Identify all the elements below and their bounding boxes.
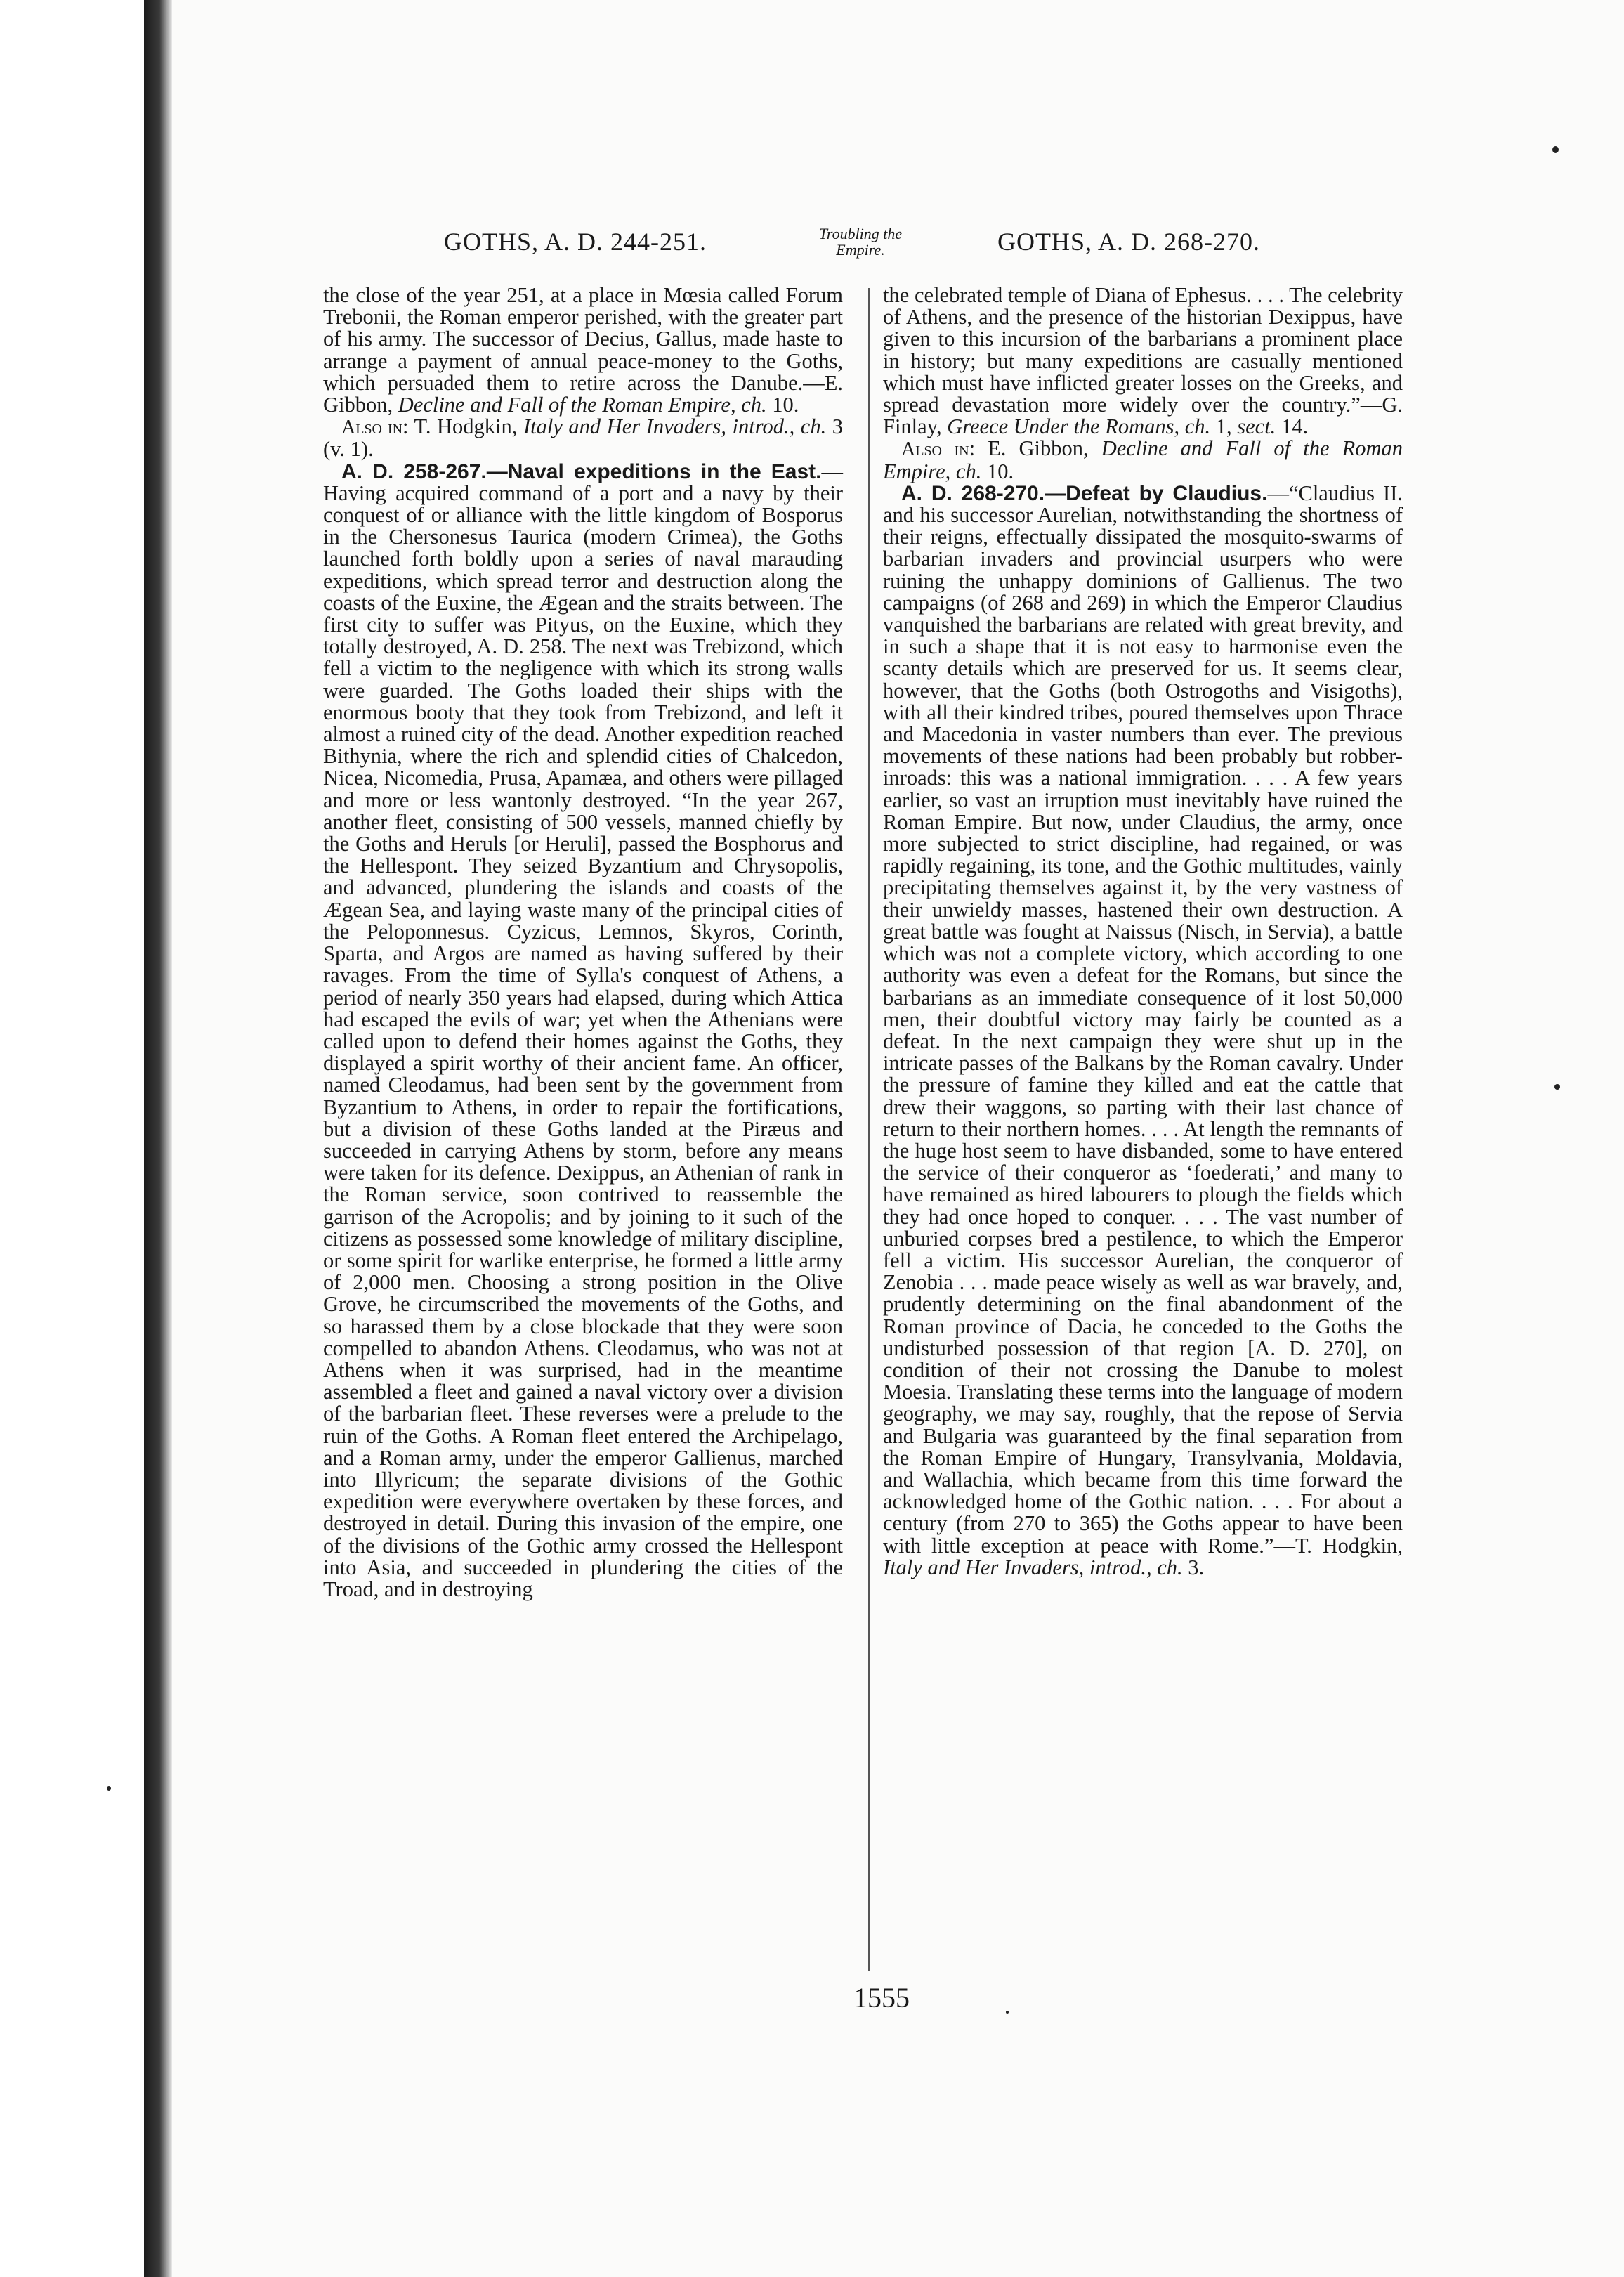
speck-mark [1554, 1084, 1560, 1090]
text-run: —Having acquired command of a port and a navy by their conquest of or alliance with the little kingdom of Bosporus in the Chersonesus Taurica (modern Crimea), the Goths launched forth boldly upon a series of naval marauding expeditions, which spread terror and destruction along the coasts of the Euxine, the Ægean and the straits between. The first city to suffer was Pityus, on the Euxine, which they totally destroyed, A. D. 258. The next was Trebizond, which fell a victim to the negligence with which its strong walls were guarded. The Goths loaded their ships with the enormous booty that they took from Trebizond, and left it almost a ruined city of the dead. Another expedition reached Bithynia, where the rich and splendid cities of Chalcedon, Nicea, Nicomedia, Prusa, Apamæa, and others were pillaged and more or less wantonly destroyed. “In the year 267, another fleet, consisting of 500 vessels, manned chiefly by the Goths and Heruls [or Heruli], passed the Bosphorus and the Hellespont. They seized Byzantium and Chrysopolis, and advanced, plundering the islands and coasts of the Ægean Sea, and laying waste many of the principal cities of the Peloponnesus. Cyzicus, Lemnos, Skyros, Corinth, Sparta, and Argos are named as having suffered by their ravages. From the time of Sylla's conquest of Athens, a period of nearly 350 years had elapsed, during which Attica had escaped the evils of war; yet when the Athenians were called upon to defend their homes against the Goths, they displayed a spirit worthy of their ancient fame. An officer, named Cleodamus, had been sent by the government from Byzantium to Athens, in order to repair the fortifications, but a division of these Goths landed at the Piræus and succeeded in carrying Athens by storm, before any means were taken for its defence. Dexippus, an Athenian of rank in the Roman service, soon contrived to reassemble the garrison of the Acropolis; and by joining to it such of the citizens as possessed some knowledge of military discipline, or some spirit for warlike enterprise, he formed a little army of 2,000 men. Choosing a strong position in the Olive Grove, he circumscribed the movements of the Goths, and so harassed them by a close blockade that they were soon compelled to abandon Athens. Cleodamus, who was not at Athens when it was surprised, had in the meantime assembled a fleet and gained a naval victory over a division of the barbarian fleet. These reverses were a prelude to the ruin of the Goths. A Roman fleet entered the Archipelago, and a Roman army, under the emperor Gallienus, marched into Illyricum; the separate divisions of the Gothic expedition were everywhere overtaken by these forces, and destroyed in detail. During this invasion of the empire, one of the divisions of the Gothic army crossed the Hellespont into Asia, and succeeded in plundering the cities of the Troad, and in destroying [323, 459, 843, 1601]
left-column [323, 285, 843, 1600]
right-column [883, 285, 1403, 1579]
paragraph-ephesus [883, 285, 1403, 438]
citation: Italy and Her Invaders, introd., ch. [523, 415, 827, 439]
header-center [797, 226, 924, 258]
entry-heading: A. D. 258-267.—Naval expeditions in the East. [341, 459, 822, 483]
header-right: GOTHS, A. D. 268-270. [997, 228, 1261, 256]
citation: Greece Under the Romans, ch. [947, 415, 1211, 439]
paragraph-naval-expeditions [323, 461, 843, 1601]
text-run: 10. [981, 459, 1014, 483]
text-run: 3. [1182, 1555, 1205, 1579]
also-in-label: Also in [901, 438, 969, 461]
entry-heading: A. D. 268-270.—Defeat by Claudius. [901, 481, 1268, 505]
text-run: : T. Hodgkin, [402, 415, 523, 439]
running-header [0, 214, 1624, 270]
text-run: the close of the year 251, at a place in Mœsia called Forum Trebonii, the Roman emperor perished, with the greater part of his army. The successor of Decius, Gallus, made haste to arrange a payment of annual peace-money to the Goths, which persuaded them to retire across the Danube.—E. Gibbon, [323, 283, 843, 417]
column-divider [868, 288, 870, 1971]
header-center-line2: Empire. [836, 241, 885, 259]
speck-mark [1006, 2011, 1009, 2014]
text-run: the celebrated temple of Diana of Ephesus. . . . The celebrity of Athens, and the presence of the historian Dexippus, have given to this incursion of the barbarians a prominent place in history; but many expeditions are casually mentioned which must have inflicted greater losses on the Greeks, and spread devastation more widely over the country.”—G. Finlay, [883, 283, 1403, 439]
citation: Decline and Fall of the Roman Empire, ch. [398, 393, 767, 417]
text-run: 10. [766, 393, 799, 417]
citation: sect. [1237, 415, 1276, 439]
page-number: 1555 [853, 1982, 910, 2014]
speck-mark [1552, 146, 1559, 153]
paragraph-defeat-by-claudius [883, 483, 1403, 1579]
text-run: 3 (v. 1). [323, 415, 843, 462]
text-run: —“Claudius II. and his successor Aurelian, notwithstanding the shortness of their reigns, effectually dissipated the mosquito-swarms of barbarian invaders and provincial usurpers who were ruining the unhappy dominions of Gallienus. The two campaigns (of 268 and 269) in which the Emperor Claudius vanquished the barbarians are related with great brevity, and in such a shape that it is not easy to harmonise even the scanty details which are preserved for us. It seems clear, however, that the Goths (both Ostrogoths and Visigoths), with all their kindred tribes, poured themselves upon Thrace and Macedonia in vaster numbers than ever. The previous movements of these nations had been probably but robber-inroads: this was a national immigration. . . . A few years earlier, so vast an irruption must inevitably have ruined the Roman Empire. But now, under Claudius, the army, once more subjected to strict discipline, had regained, or was rapidly regaining, its tone, and the Gothic multitudes, vainly precipitating themselves against it, by the very vastness of their unwieldy masses, hastened their own destruction. A great battle was fought at Naissus (Nisch, in Servia), a battle which was not a complete victory, which according to one authority was even a defeat for the Romans, but since the barbarians as an immediate consequence of it lost 50,000 men, their doubtful victory may fairly be counted as a defeat. In the next campaign they were shut up in the intricate passes of the Balkans by the Roman cavalry. Under the pressure of famine they killed and eat the cattle that drew their waggons, so parting with their last chance of return to their northern homes. . . . At length the remnants of the huge host seem to have disbanded, some to have entered the service of their conqueror as ‘foederati,’ and many to have remained as hired labourers to plough the fields which they had once hoped to conquer. . . . The vast number of unburied corpses bred a pestilence, to which the Emperor fell a victim. His successor Aurelian, the conqueror of Zenobia . . . made peace wisely as well as war bravely, and, prudently determining on the final abandonment of the Roman province of Dacia, he conceded to the Goths the undisturbed possession of that region [A. D. 270], on condition of their not crossing the Danube to molest Moesia. Translating these terms into the language of modern geography, we may say, roughly, that the repose of Servia and Bulgaria was guaranteed by the final separation from the Roman Empire of Hungary, Transylvania, Moldavia, and Wallachia, which became from this time forward the acknowledged home of the Gothic nation. . . . For about a century (from 270 to 365) the Goths appear to have been with little exception at peace with Rome.”—T. Hodgkin, [883, 481, 1403, 1558]
citation: Decline and Fall of the Roman Empire, ch. [883, 436, 1403, 483]
book-spine-shadow [144, 0, 172, 2277]
paragraph-also-in [883, 438, 1403, 482]
paragraph-also-in [323, 416, 843, 460]
header-left: GOTHS, A. D. 244-251. [444, 228, 707, 256]
speck-mark [107, 1786, 111, 1791]
text-run: 14. [1276, 415, 1309, 439]
text-run: 1, [1210, 415, 1238, 439]
citation: Italy and Her Invaders, introd., ch. [883, 1555, 1183, 1579]
paragraph-decius-end [323, 285, 843, 416]
also-in-label: Also in [341, 417, 403, 439]
header-center-line1: Troubling the [818, 225, 903, 242]
text-run: : E. Gibbon, [969, 436, 1101, 461]
